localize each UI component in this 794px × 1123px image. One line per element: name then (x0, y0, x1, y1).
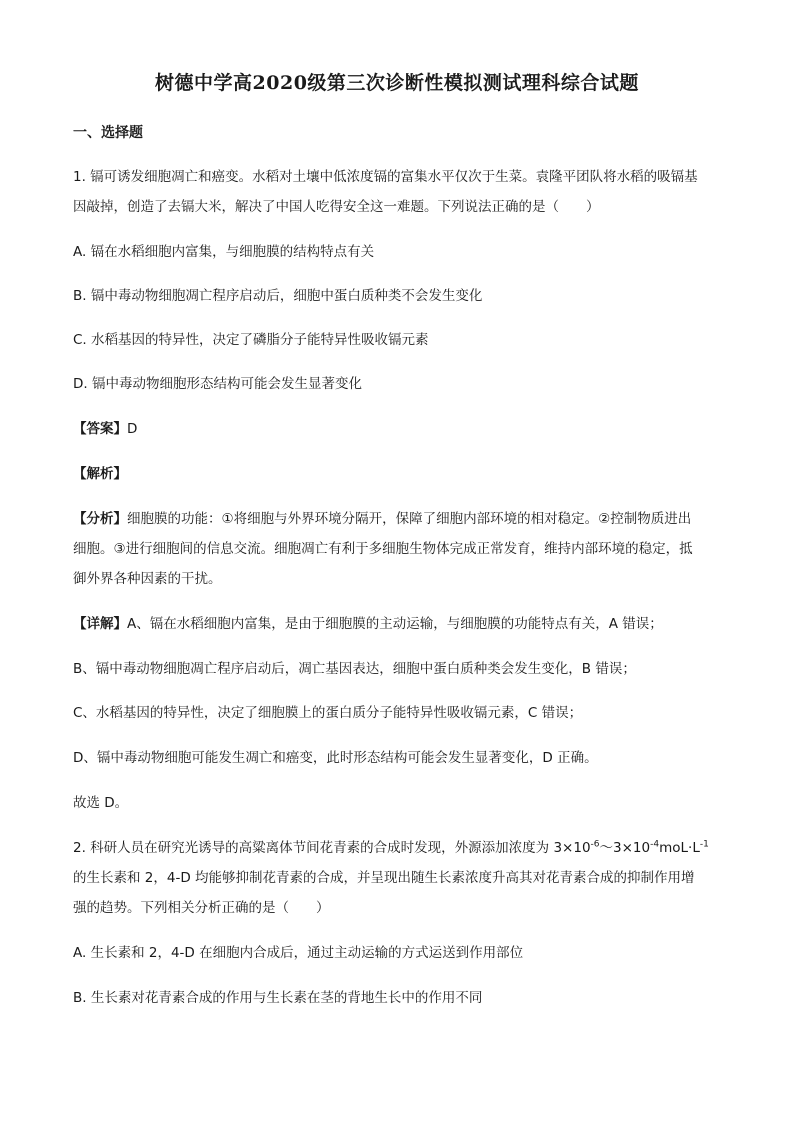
q1-fenxi-line-1 (73, 510, 729, 528)
q1-option-c: C. 水稻基因的特异性，决定了磷脂分子能特异性吸收镉元素 (73, 332, 429, 348)
q2-stem-line-3: 强的趋势。下列相关分析正确的是（ ） (73, 900, 330, 916)
answer-value: D (127, 421, 138, 437)
q2-unit: moL·L (659, 840, 700, 856)
q1-stem-line-2: 因敲掉，创造了去镉大米，解决了中国人吃得安全这一难题。下列说法正确的是（ ） (73, 199, 600, 215)
q1-answer (73, 420, 729, 438)
q1-conclusion: 故选 D。 (73, 795, 129, 811)
q1-option-a: A. 镉在水稻细胞内富集，与细胞膜的结构特点有关 (73, 244, 375, 260)
q1-option-d: D. 镉中毒动物细胞形态结构可能会发生显著变化 (73, 376, 362, 392)
exponent-3: -1 (699, 839, 709, 850)
answer-tag: 【答案】 (73, 421, 127, 437)
q1-fenxi-line-3: 御外界各种因素的干扰。 (73, 571, 222, 587)
q1-detail-a (73, 615, 729, 633)
fenxi-text-1: 细胞膜的功能：①将细胞与外界环境分隔开，保障了细胞内部环境的相对稳定。②控制物质进出 (127, 511, 692, 527)
q2-stem-line-2: 的生长素和 2，4-D 均能够抑制花青素的合成，并呈现出随生长素浓度升高其对花青素合成的抑制作用增 (73, 870, 695, 886)
q2-option-b: B. 生长素对花青素合成的作用与生长素在茎的背地生长中的作用不同 (73, 990, 483, 1006)
q1-analysis-heading (73, 465, 729, 483)
page-title: 树德中学高2020级第三次诊断性模拟测试理科综合试题 (155, 72, 639, 94)
q1-detail-c: C、水稻基因的特异性，决定了细胞膜上的蛋白质分子能特异性吸收镉元素，C 错误； (73, 705, 583, 721)
q1-detail-b: B、镉中毒动物细胞凋亡程序启动后，凋亡基因表达，细胞中蛋白质种类会发生变化，B 错误； (73, 661, 636, 677)
analysis-tag: 【解析】 (73, 466, 127, 482)
q2-stem-text-a: 2. 科研人员在研究光诱导的高粱离体节间花青素的合成时发现，外源添加浓度为 3×10 (73, 840, 591, 856)
q1-fenxi-line-2: 细胞。③进行细胞间的信息交流。细胞凋亡有利于多细胞生物体完成正常发育，维持内部环境的稳定，抵 (73, 541, 693, 557)
section-heading: 一、选择题 (73, 125, 143, 141)
fenxi-tag: 【分析】 (73, 511, 127, 527)
q1-option-b: B. 镉中毒动物细胞凋亡程序启动后，细胞中蛋白质种类不会发生变化 (73, 288, 483, 304)
q2-stem-line-1 (73, 839, 729, 857)
q2-option-a: A. 生长素和 2，4-D 在细胞内合成后，通过主动运输的方式运送到作用部位 (73, 945, 524, 961)
exponent-2: -4 (650, 839, 660, 850)
detail-tag: 【详解】 (73, 616, 127, 632)
exponent-1: -6 (590, 839, 600, 850)
q1-detail-d: D、镉中毒动物细胞可能发生凋亡和癌变，此时形态结构可能会发生显著变化，D 正确。 (73, 750, 598, 766)
detail-a-text: A、镉在水稻细胞内富集，是由于细胞膜的主动运输，与细胞膜的功能特点有关，A 错误； (127, 616, 663, 632)
q1-stem-line-1: 1. 镉可诱发细胞凋亡和癌变。水稻对土壤中低浓度镉的富集水平仅次于生菜。袁隆平团队将水稻的吸镉基 (73, 169, 698, 185)
q2-stem-text-b: ～3×10 (599, 840, 651, 856)
